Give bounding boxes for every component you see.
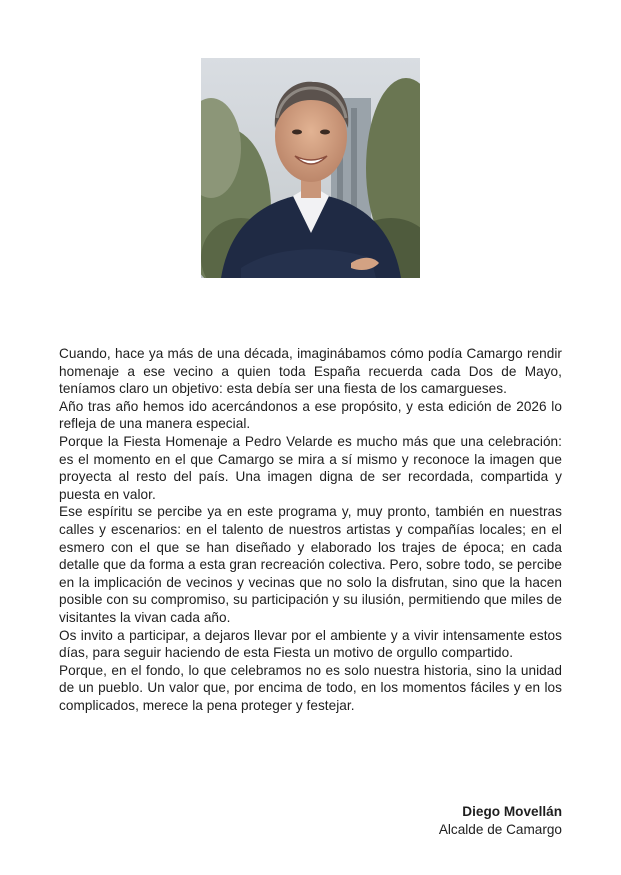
paragraph: Ese espíritu se percibe ya en este programa y, muy pronto, también en nuestras calles y escenarios: en el talento de nuestros artistas y compañías locales; en el esmero con el que se han diseñado y elaborado los trajes de época; en cada detalle que da forma a esta gran recreación colectiva. Pero, sobre todo, se percibe en la implicación de vecinos y vecinas que no solo la disfrutan, sino que la hacen posible con su compromiso, su participación y su ilusión, permitiendo que miles de visitantes la vivan cada año. bbox=[59, 504, 562, 625]
paragraph: Os invito a participar, a dejaros llevar por el ambiente y a vivir intensamente estos días, para seguir haciendo de esta Fiesta un motivo de orgullo compartido. bbox=[59, 627, 562, 661]
portrait-photo bbox=[201, 58, 420, 278]
message-body bbox=[59, 345, 562, 714]
signature-name: Diego Movellán bbox=[462, 804, 562, 819]
paragraph: Año tras año hemos ido acercándonos a ese propósito, y esta edición de 2026 lo refleja de una manera especial. bbox=[59, 398, 562, 432]
paragraph: Cuando, hace ya más de una década, imaginábamos cómo podía Camargo rendir homenaje a ese vecino a quien toda España recuerda cada Dos de Mayo, teníamos claro un objetivo: esta debía ser una fiesta de los camargueses. bbox=[59, 346, 562, 397]
signature-title: Alcalde de Camargo bbox=[438, 822, 562, 837]
paragraph: Porque, en el fondo, lo que celebramos no es solo nuestra historia, sino la unidad de un pueblo. Un valor que, por encima de todo, en los momentos fáciles y en los complicados, merece la pena proteger y festejar. bbox=[59, 662, 562, 713]
portrait-illustration bbox=[201, 58, 420, 278]
paragraph: Porque la Fiesta Homenaje a Pedro Velarde es mucho más que una celebración: es el momento en el que Camargo se mira a sí mismo y reconoce la imagen que proyecta al resto del país. Una imagen digna de ser recordada, compartida y puesta en valor. bbox=[59, 433, 562, 502]
signature-block bbox=[439, 803, 562, 839]
